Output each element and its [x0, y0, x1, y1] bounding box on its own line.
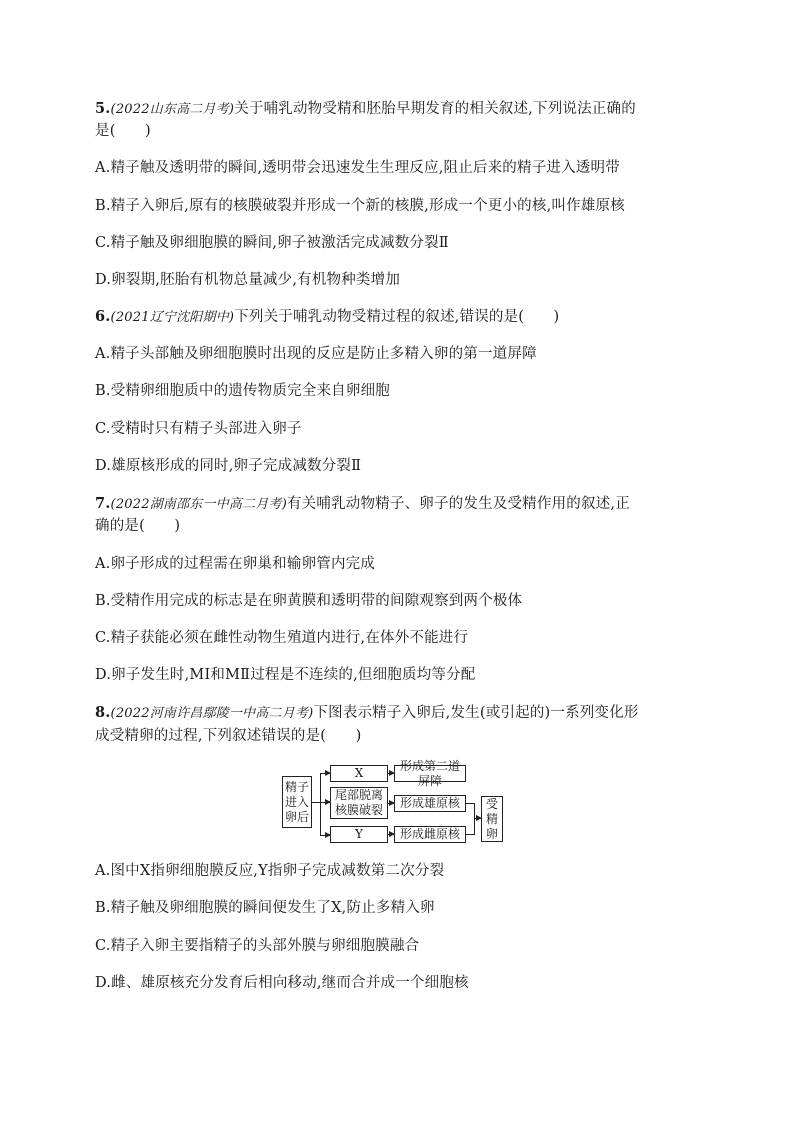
sperm-enters-egg-box: 精子 进入 卵后 [282, 776, 312, 828]
male-pronucleus-box: 形成雄原核 [394, 795, 466, 812]
zygote-box: 受 精 卵 [481, 796, 503, 842]
branch-line-left [320, 773, 321, 835]
question-source: (2022湖南邵东一中高二月考) [110, 497, 287, 512]
merge-line-bottom [466, 834, 474, 835]
arrow-to-mid [320, 802, 330, 803]
option-8c: C.精子入卵主要指精子的头部外膜与卵细胞膜融合 [95, 938, 420, 954]
question-8-stem-cont: 成受精卵的过程,下列叙述错误的是( ) [95, 728, 362, 744]
start-connector [312, 802, 320, 803]
option-5b: B.精子入卵后,原有的核膜破裂并形成一个新的核膜,形成一个更小的核,叫作雄原核 [95, 198, 625, 214]
question-5-stem-cont: 是( ) [95, 123, 151, 139]
arrow-to-x [320, 773, 330, 774]
merge-line-top [466, 803, 474, 804]
arrow-to-zygote [474, 818, 481, 819]
option-5a: A.精子触及透明带的瞬间,透明带会迅速发生生理反应,阻止后来的精子进入透明带 [95, 160, 620, 176]
question-source: (2022河南许昌鄢陵一中高二月考) [110, 706, 314, 721]
option-7c: C.精子获能必须在雌性动物生殖道内进行,在体外不能进行 [95, 630, 469, 646]
second-barrier-box: 形成第二道屏障 [394, 765, 466, 782]
question-7-stem: 7.(2022湖南邵东一中高二月考)有关哺乳动物精子、卵子的发生及受精作用的叙述,正 [95, 495, 630, 512]
question-6-stem: 6.(2021辽宁沈阳期中)下列关于哺乳动物受精过程的叙述,错误的是( ) [95, 308, 560, 325]
fertilization-flow-diagram [282, 758, 522, 853]
merge-vertical [474, 803, 475, 835]
option-7b: B.受精作用完成的标志是在卵黄膜和透明带的间隙观察到两个极体 [95, 593, 523, 609]
option-8b: B.精子触及卵细胞膜的瞬间便发生了X,防止多精入卵 [95, 900, 435, 916]
question-7-stem-cont: 确的是( ) [95, 518, 181, 534]
option-7a: A.卵子形成的过程需在卵巢和输卵管内完成 [95, 556, 376, 572]
x-box: X [330, 765, 388, 782]
option-7d: D.卵子发生时,MⅠ和MⅡ过程是不连续的,但细胞质均等分配 [95, 667, 476, 683]
question-5-stem: 5.(2022山东高二月考)关于哺乳动物受精和胚胎早期发育的相关叙述,下列说法正确的 [95, 100, 636, 117]
option-8a: A.图中X指卵细胞膜反应,Y指卵子完成减数第二次分裂 [95, 863, 445, 879]
question-8-stem: 8.(2022河南许昌鄢陵一中高二月考)下图表示精子入卵后,发生(或引起的)一系列变化形 [95, 704, 639, 721]
question-source: (2022山东高二月考) [110, 102, 235, 117]
option-6d: D.雄原核形成的同时,卵子完成减数分裂Ⅱ [95, 458, 362, 474]
female-pronucleus-box: 形成雌原核 [394, 826, 466, 843]
tail-detach-box: 尾部脱离 核膜破裂 [330, 787, 388, 819]
option-8d: D.雌、雄原核充分发育后相向移动,继而合并成一个细胞核 [95, 975, 469, 991]
question-source: (2021辽宁沈阳期中) [110, 310, 235, 325]
option-6b: B.受精卵细胞质中的遗传物质完全来自卵细胞 [95, 383, 390, 399]
option-6a: A.精子头部触及卵细胞膜时出现的反应是防止多精入卵的第一道屏障 [95, 346, 537, 362]
option-6c: C.受精时只有精子头部进入卵子 [95, 421, 302, 437]
option-5d: D.卵裂期,胚胎有机物总量减少,有机物种类增加 [95, 272, 401, 288]
option-5c: C.精子触及卵细胞膜的瞬间,卵子被激活完成减数分裂Ⅱ [95, 235, 449, 251]
y-box: Y [330, 826, 388, 843]
arrow-to-y [320, 835, 330, 836]
